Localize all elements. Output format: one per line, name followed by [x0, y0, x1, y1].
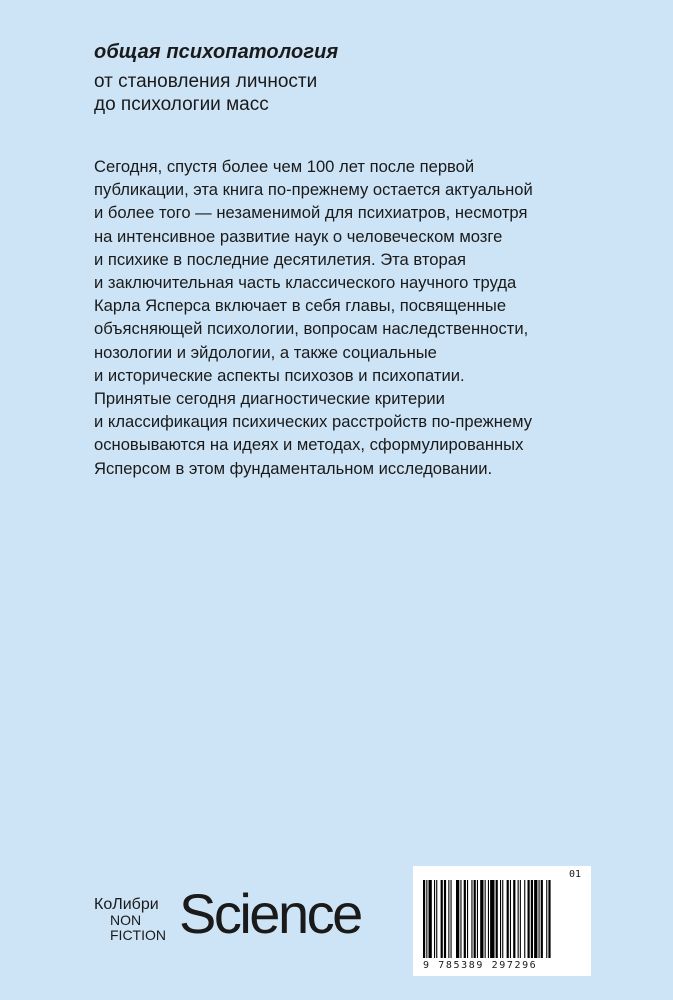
- barcode-bar: [460, 880, 461, 958]
- book-description: [94, 155, 614, 480]
- barcode-bar: [496, 880, 498, 958]
- series-nonfiction-label: [110, 913, 166, 943]
- description-line: и заключительная часть классического научного труда: [94, 273, 517, 293]
- description-line: и исторические аспекты психозов и психопатии.: [94, 365, 465, 385]
- description-line: Сегодня, спустя более чем 100 лет после первой: [94, 157, 475, 176]
- barcode-bar: [471, 880, 472, 958]
- barcode-bar: [436, 880, 437, 958]
- description-line: и психике в последние десятилетия. Эта вторая: [94, 249, 466, 269]
- barcode-bar: [480, 880, 483, 958]
- barcode-bar: [464, 880, 466, 958]
- barcode-bar: [541, 880, 543, 958]
- publisher-name: [94, 896, 159, 913]
- book-header: [94, 40, 634, 116]
- barcode-addon-number: 01: [568, 869, 581, 880]
- barcode-bar: [426, 880, 427, 958]
- barcode-bar: [490, 880, 494, 958]
- series-line-1: NON: [110, 912, 142, 928]
- description-line: на интенсивное развитие наук о человеческом мозге: [94, 226, 503, 246]
- barcode-bar: [500, 880, 501, 958]
- series-line-2: FICTION: [110, 927, 166, 943]
- barcode-bar: [546, 880, 547, 958]
- barcode-number: 9 785389 297296: [423, 960, 538, 971]
- publisher-name-text: КоЛибри: [94, 896, 159, 913]
- barcode-bar: [467, 880, 468, 958]
- description-line: Карла Ясперса включает в себя главы, посвященные: [94, 296, 507, 316]
- barcode-bar: [502, 880, 503, 958]
- barcode-bar: [548, 880, 550, 958]
- barcode-bar: [518, 880, 519, 958]
- barcode-bar: [534, 880, 537, 958]
- barcode-bar: [444, 880, 446, 958]
- barcode-bar: [520, 880, 521, 958]
- barcode-bar: [507, 880, 509, 958]
- description-line: Принятые сегодня диагностические критерии: [94, 389, 445, 409]
- barcode-bar: [528, 880, 530, 958]
- barcode-bar: [423, 880, 425, 958]
- barcode-bar: [474, 880, 476, 958]
- description-line: Ясперсом в этом фундаментальном исследовании.: [94, 458, 493, 478]
- barcode-bar: [434, 880, 435, 958]
- barcode-bar: [477, 880, 478, 958]
- barcode-bar: [485, 880, 486, 958]
- description-line: и более того — незаменимой для психиатров, несмотря: [94, 203, 528, 223]
- book-title: общая психопатология: [94, 41, 339, 63]
- barcode-bar: [531, 880, 533, 958]
- description-line: объясняющей психологии, вопросам наследственности,: [94, 319, 529, 339]
- barcode-bar: [448, 880, 449, 958]
- isbn-barcode: [413, 866, 591, 976]
- barcode-bar: [451, 880, 452, 958]
- description-line: и классификация психических расстройств по-прежнему: [94, 412, 533, 432]
- barcode-bar: [539, 880, 540, 958]
- description-line: нозологии и эйдологии, а также социальные: [94, 342, 437, 362]
- barcode-bar: [429, 880, 432, 958]
- barcode-bar: [513, 880, 515, 958]
- subtitle-line-2: до психологии масс: [94, 94, 269, 115]
- barcode-bar: [524, 880, 525, 958]
- barcode-bars-graphic: [423, 880, 581, 958]
- barcode-bar: [510, 880, 511, 958]
- barcode-bar: [441, 880, 443, 958]
- description-line: основываются на идеях и методах, сформулированных: [94, 435, 524, 455]
- barcode-bar: [456, 880, 459, 958]
- publisher-logo: [94, 882, 394, 946]
- description-line: публикации, эта книга по-прежнему остается актуальной: [94, 180, 533, 200]
- subtitle-line-1: от становления личности: [94, 71, 318, 92]
- barcode-bar: [488, 880, 489, 958]
- series-science-wordmark: Science: [179, 882, 361, 945]
